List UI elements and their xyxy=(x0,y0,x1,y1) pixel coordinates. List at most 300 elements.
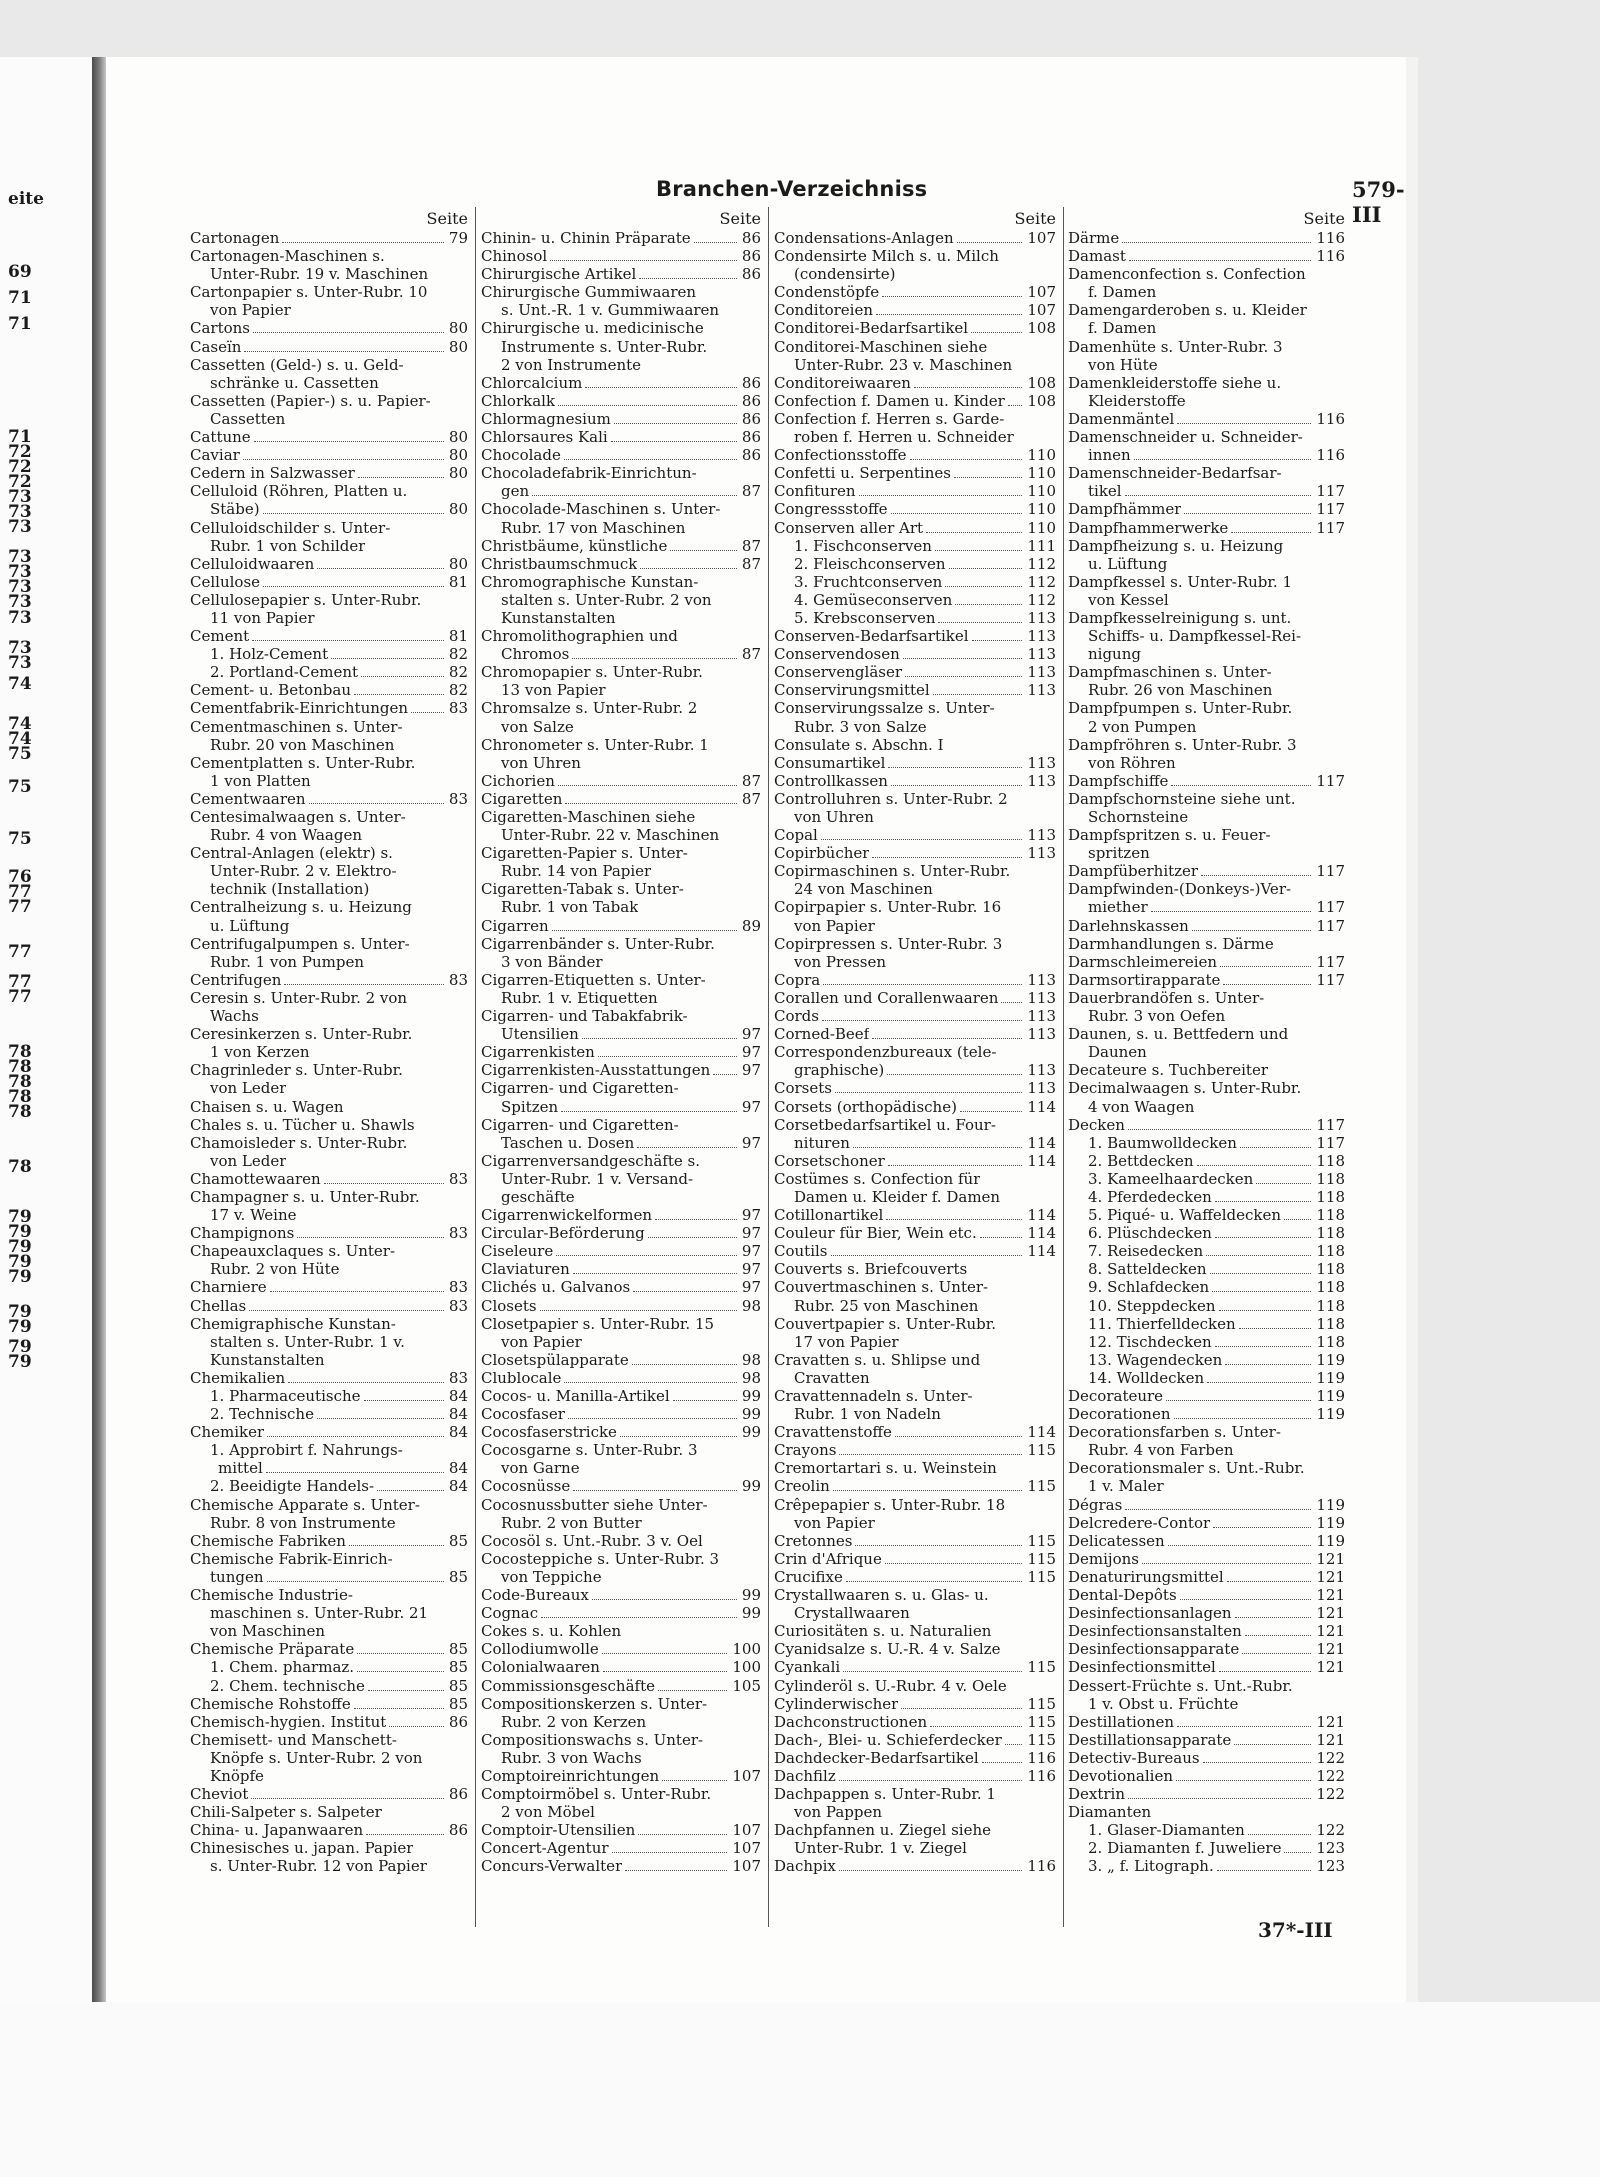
entry-page-number: 117 xyxy=(1316,518,1345,537)
entry-page-number: 85 xyxy=(448,1694,468,1713)
index-entry xyxy=(190,808,468,826)
index-entry xyxy=(1068,1586,1345,1604)
entry-page-number: 117 xyxy=(1316,500,1345,519)
index-entry xyxy=(190,446,468,464)
entry-text: Detectiv-Bureaus xyxy=(1068,1748,1200,1767)
entry-text: Decken xyxy=(1068,1115,1125,1134)
dot-leader xyxy=(249,1310,444,1311)
entry-text: Rubr. 3 von Wachs xyxy=(501,1748,642,1767)
entry-text: von Teppiche xyxy=(501,1567,602,1586)
index-entry xyxy=(190,772,468,790)
index-entry xyxy=(481,1423,761,1441)
entry-text: von Leder xyxy=(210,1079,287,1098)
entry-text: Devotionalien xyxy=(1068,1766,1173,1785)
entry-text: Chellas xyxy=(190,1296,247,1315)
index-entry xyxy=(481,1568,761,1586)
entry-text: 11. Thierfelldecken xyxy=(1088,1314,1236,1333)
dot-leader xyxy=(552,930,737,931)
entry-text: Instrumente s. Unter-Rubr. xyxy=(501,337,708,356)
entry-page-number: 118 xyxy=(1316,1151,1345,1170)
entry-text: Condensations-Anlagen xyxy=(774,229,954,247)
index-entry xyxy=(190,790,468,808)
index-entry xyxy=(774,808,1056,826)
entry-text: Corsetbedarfsartikel u. Four- xyxy=(774,1115,996,1134)
entry-text: Chlorkalk xyxy=(481,391,556,410)
entry-page-number: 81 xyxy=(448,572,468,591)
index-entry xyxy=(481,935,761,953)
entry-text: Dégras xyxy=(1068,1495,1123,1514)
entry-text: Chemische Apparate s. Unter- xyxy=(190,1495,420,1514)
entry-page-number: 107 xyxy=(1027,283,1056,302)
index-entry xyxy=(1068,917,1345,935)
entry-text: Rubr. 17 von Maschinen xyxy=(501,518,686,537)
index-entry xyxy=(190,1224,468,1242)
entry-text: Ciseleure xyxy=(481,1242,554,1261)
entry-page-number: 113 xyxy=(1027,1007,1056,1026)
previous-page-number: 78 xyxy=(8,1102,32,1122)
index-entry xyxy=(190,301,468,319)
entry-page-number: 118 xyxy=(1316,1224,1345,1243)
entry-text: Celluloidwaaren xyxy=(190,554,315,573)
dot-leader xyxy=(1177,423,1311,424)
entry-text: Dampfhämmer xyxy=(1068,500,1182,519)
dot-leader xyxy=(673,1400,737,1401)
index-entry xyxy=(190,1061,468,1079)
index-entry xyxy=(774,1821,1056,1839)
entry-text: Unter-Rubr. 2 v. Elektro- xyxy=(210,862,397,881)
dot-leader xyxy=(625,1870,727,1871)
entry-page-number: 121 xyxy=(1316,1586,1345,1605)
index-entry xyxy=(774,1224,1056,1242)
previous-page-number: 78 xyxy=(8,1042,32,1062)
index-entry xyxy=(190,319,468,337)
entry-text: Unter-Rubr. 1 v. Versand- xyxy=(501,1169,694,1188)
previous-page-number: 75 xyxy=(8,777,32,797)
index-entry xyxy=(1068,862,1345,880)
index-entry xyxy=(481,1224,761,1242)
index-entry xyxy=(1068,699,1345,717)
index-entry xyxy=(190,537,468,555)
entry-page-number: 112 xyxy=(1027,590,1056,609)
entry-text: Cigarrenkisten xyxy=(481,1043,595,1062)
index-entry xyxy=(1068,1116,1345,1134)
index-entry xyxy=(774,1677,1056,1695)
previous-page-number: 77 xyxy=(8,942,32,962)
index-entry xyxy=(774,1658,1056,1676)
entry-page-number: 86 xyxy=(741,391,761,410)
entry-page-number: 115 xyxy=(1027,1441,1056,1460)
entry-text: 2 von Pumpen xyxy=(1088,717,1197,736)
index-entry xyxy=(481,1677,761,1695)
entry-text: Chronometer s. Unter-Rubr. 1 xyxy=(481,735,709,754)
entry-page-number: 118 xyxy=(1316,1169,1345,1188)
index-entry xyxy=(774,1061,1056,1079)
index-entry xyxy=(1068,1441,1345,1459)
index-entry xyxy=(481,265,761,283)
entry-text: Conditorei-Maschinen siehe xyxy=(774,337,988,356)
index-entry xyxy=(190,1731,468,1749)
entry-page-number: 115 xyxy=(1027,1567,1056,1586)
index-entry xyxy=(1068,808,1345,826)
index-entry xyxy=(481,681,761,699)
index-entry xyxy=(1068,663,1345,681)
dot-leader xyxy=(1215,1346,1312,1347)
entry-text: Dampfschiffe xyxy=(1068,771,1169,790)
entry-page-number: 115 xyxy=(1027,1531,1056,1550)
entry-page-number: 116 xyxy=(1027,1857,1056,1876)
index-entry xyxy=(774,989,1056,1007)
index-entry xyxy=(1068,1459,1345,1477)
entry-text: Clichés u. Galvanos xyxy=(481,1278,631,1297)
entry-text: Chemische Industrie- xyxy=(190,1586,353,1605)
entry-page-number: 117 xyxy=(1316,1115,1345,1134)
entry-page-number: 86 xyxy=(448,1785,468,1804)
index-entry xyxy=(481,319,761,337)
dot-leader xyxy=(1284,1219,1311,1220)
dot-leader xyxy=(297,1237,444,1238)
entry-text: Conditoreien xyxy=(774,301,874,320)
dot-leader xyxy=(354,1708,444,1709)
index-entry xyxy=(190,573,468,591)
entry-text: Darmsortirapparate xyxy=(1068,970,1221,989)
dot-leader xyxy=(254,441,444,442)
dot-leader xyxy=(1184,513,1311,514)
index-entry xyxy=(190,880,468,898)
entry-text: Decorationsfarben s. Unter- xyxy=(1068,1423,1281,1442)
dot-leader xyxy=(324,1183,444,1184)
index-entry xyxy=(774,862,1056,880)
entry-page-number: 116 xyxy=(1027,1766,1056,1785)
dot-leader xyxy=(1225,1364,1311,1365)
entry-page-number: 97 xyxy=(741,1097,761,1116)
index-entry xyxy=(190,1677,468,1695)
index-entry xyxy=(190,1260,468,1278)
entry-text: Cassetten (Geld-) s. u. Geld- xyxy=(190,355,404,374)
entry-text: 2. Portland-Cement xyxy=(210,663,359,682)
index-entry xyxy=(190,1242,468,1260)
index-entry xyxy=(774,446,1056,464)
dot-leader xyxy=(926,532,1022,533)
entry-page-number: 121 xyxy=(1316,1640,1345,1659)
entry-text: Darmschleimereien xyxy=(1068,952,1218,971)
dot-leader xyxy=(1239,1328,1312,1329)
entry-page-number: 116 xyxy=(1316,229,1345,247)
entry-text: Confection f. Herren s. Garde- xyxy=(774,409,1005,428)
index-entry xyxy=(190,1278,468,1296)
entry-text: von Uhren xyxy=(794,808,874,826)
index-entry xyxy=(774,1839,1056,1857)
entry-text: Cigarrenkisten-Ausstattungen xyxy=(481,1061,711,1080)
index-entry xyxy=(774,1857,1056,1875)
entry-text: Cichorien xyxy=(481,771,555,790)
page-margin xyxy=(0,2002,1600,2177)
entry-text: Conserven aller Art xyxy=(774,518,924,537)
entry-text: 1 von Platten xyxy=(210,771,311,790)
index-entry xyxy=(774,1007,1056,1025)
entry-text: 1 v. Obst u. Früchte xyxy=(1088,1694,1239,1713)
page-title: Branchen-Verzeichniss xyxy=(656,177,928,201)
entry-page-number: 80 xyxy=(448,428,468,447)
previous-page-number: 77 xyxy=(8,882,32,902)
index-entry xyxy=(190,1116,468,1134)
entry-text: Dampfschornsteine siehe unt. xyxy=(1068,789,1296,808)
entry-text: Consulate s. Abschn. I xyxy=(774,735,944,754)
entry-text: von Pappen xyxy=(794,1803,883,1822)
entry-text: Concert-Agentur xyxy=(481,1839,609,1858)
entry-page-number: 118 xyxy=(1316,1296,1345,1315)
entries xyxy=(774,229,1056,1876)
index-entry xyxy=(1068,1278,1345,1296)
index-entry xyxy=(190,392,468,410)
index-entry xyxy=(481,1803,761,1821)
entry-page-number: 86 xyxy=(741,373,761,392)
entry-text: Damenschneider-Bedarfsar- xyxy=(1068,464,1282,483)
dot-leader xyxy=(821,839,1023,840)
index-entry xyxy=(774,1188,1056,1206)
dot-leader xyxy=(357,1671,444,1672)
entry-page-number: 85 xyxy=(448,1658,468,1677)
entry-page-number: 80 xyxy=(448,500,468,519)
index-entry xyxy=(1068,591,1345,609)
entry-page-number: 97 xyxy=(741,1133,761,1152)
index-entry xyxy=(481,1749,761,1767)
index-entry xyxy=(1068,1767,1345,1785)
entry-page-number: 83 xyxy=(448,1296,468,1315)
dot-leader xyxy=(1125,495,1312,496)
index-entry xyxy=(190,1405,468,1423)
index-entry xyxy=(481,338,761,356)
entry-page-number: 122 xyxy=(1316,1748,1345,1767)
dot-leader xyxy=(620,1436,737,1437)
entry-text: Därme xyxy=(1068,229,1120,247)
dot-leader xyxy=(585,387,737,388)
entry-text: Denaturirungsmittel xyxy=(1068,1567,1224,1586)
entry-text: Unter-Rubr. 22 v. Maschinen xyxy=(501,826,720,845)
entry-page-number: 84 xyxy=(448,1423,468,1442)
previous-page-number: 77 xyxy=(8,987,32,1007)
entry-page-number: 115 xyxy=(1027,1730,1056,1749)
index-entry xyxy=(481,1278,761,1296)
entry-page-number: 117 xyxy=(1316,898,1345,917)
previous-page-number: 72 xyxy=(8,442,32,462)
entry-text: 1. Glaser-Diamanten xyxy=(1088,1821,1245,1840)
entry-text: technik (Installation) xyxy=(210,880,370,899)
entry-text: Confection f. Damen u. Kinder xyxy=(774,391,1005,410)
index-entry xyxy=(1068,1640,1345,1658)
index-entry xyxy=(1068,898,1345,916)
index-entry xyxy=(481,446,761,464)
entry-text: Dampfüberhitzer xyxy=(1068,862,1199,881)
entry-text: Kleiderstoffe xyxy=(1088,391,1186,410)
entry-text: Correspondenzbureaux (tele- xyxy=(774,1043,997,1062)
index-entry xyxy=(774,681,1056,699)
entry-text: Rubr. 2 von Hüte xyxy=(210,1260,340,1279)
entry-page-number: 80 xyxy=(448,446,468,465)
entry-text: Chemische Fabrik-Einrich- xyxy=(190,1549,393,1568)
entry-text: Conditoreiwaaren xyxy=(774,373,911,392)
index-entry xyxy=(481,1043,761,1061)
index-entry xyxy=(1068,1170,1345,1188)
entry-page-number: 121 xyxy=(1316,1730,1345,1749)
index-entry xyxy=(481,555,761,573)
index-entry xyxy=(774,1405,1056,1423)
index-entry xyxy=(190,1351,468,1369)
index-entry xyxy=(481,880,761,898)
index-entry xyxy=(190,1550,468,1568)
entry-text: Damenschneider u. Schneider- xyxy=(1068,428,1303,447)
index-entry xyxy=(481,1206,761,1224)
dot-leader xyxy=(598,1056,737,1057)
dot-leader xyxy=(1219,1671,1312,1672)
entry-text: (condensirte) xyxy=(794,265,896,284)
index-entry xyxy=(481,1857,761,1875)
index-entry xyxy=(190,1713,468,1731)
index-entry xyxy=(190,645,468,663)
dot-leader xyxy=(872,1038,1022,1039)
index-entry xyxy=(774,1079,1056,1097)
index-entry xyxy=(774,555,1056,573)
entry-page-number: 80 xyxy=(448,337,468,356)
entry-text: Cremortartari s. u. Weinstein xyxy=(774,1459,997,1478)
entry-text: Cattune xyxy=(190,428,251,447)
index-entry xyxy=(1068,301,1345,319)
entry-page-number: 87 xyxy=(741,536,761,555)
dot-leader xyxy=(876,314,1022,315)
index-entry xyxy=(1068,736,1345,754)
entry-page-number: 113 xyxy=(1027,645,1056,664)
dot-leader xyxy=(887,1074,1022,1075)
dot-leader xyxy=(317,568,444,569)
index-entry xyxy=(1068,1098,1345,1116)
dot-leader xyxy=(839,1454,1022,1455)
entry-text: Damen u. Kleider f. Damen xyxy=(794,1187,1001,1206)
entry-text: 17 v. Weine xyxy=(210,1206,297,1225)
dot-leader xyxy=(886,1219,1022,1220)
dot-leader xyxy=(1213,1527,1311,1528)
index-entry xyxy=(190,609,468,627)
index-entry xyxy=(774,1514,1056,1532)
entry-text: Chirurgische u. medicinische xyxy=(481,319,704,338)
index-entry xyxy=(481,663,761,681)
dot-leader xyxy=(949,568,1023,569)
index-entry xyxy=(1068,410,1345,428)
entry-text: Chaisen s. u. Wagen xyxy=(190,1097,344,1116)
entry-text: Closetspülapparate xyxy=(481,1350,629,1369)
dot-leader xyxy=(935,550,1022,551)
entry-text: Chinesisches u. japan. Papier xyxy=(190,1839,414,1858)
dot-leader xyxy=(282,242,444,243)
index-entry xyxy=(774,1152,1056,1170)
entry-text: Corned-Beef xyxy=(774,1025,870,1044)
index-entry xyxy=(190,1803,468,1821)
entry-page-number: 118 xyxy=(1316,1206,1345,1225)
index-entry xyxy=(1068,645,1345,663)
index-column-3 xyxy=(774,209,1056,2002)
index-entry xyxy=(190,1496,468,1514)
entry-text: mittel xyxy=(218,1459,263,1478)
entry-text: Rubr. 4 von Farben xyxy=(1088,1441,1234,1460)
entry-page-number: 112 xyxy=(1027,554,1056,573)
entry-text: Chirurgische Gummiwaaren xyxy=(481,283,697,302)
entry-text: 3 von Bänder xyxy=(501,952,603,971)
index-entry xyxy=(774,1767,1056,1785)
entry-text: Rubr. 26 von Maschinen xyxy=(1088,681,1273,700)
previous-page-number: 73 xyxy=(8,638,32,658)
entry-page-number: 107 xyxy=(732,1857,761,1876)
index-entry xyxy=(774,1713,1056,1731)
entry-text: Conservengläser xyxy=(774,663,903,682)
index-entry xyxy=(1068,1315,1345,1333)
entry-page-number: 118 xyxy=(1316,1260,1345,1279)
index-entry xyxy=(481,1134,761,1152)
entry-page-number: 86 xyxy=(741,409,761,428)
dot-leader xyxy=(558,785,737,786)
dot-leader xyxy=(251,1798,444,1799)
previous-page-number: 77 xyxy=(8,897,32,917)
entry-text: Chemigraphische Kunstan- xyxy=(190,1314,396,1333)
entry-page-number: 97 xyxy=(741,1061,761,1080)
entry-text: Closets xyxy=(481,1296,537,1315)
entry-text: Rubr. 1 von Pumpen xyxy=(210,952,364,971)
index-entry xyxy=(481,356,761,374)
index-entry xyxy=(481,1785,761,1803)
entry-text: Chales s. u. Tücher u. Shawls xyxy=(190,1115,415,1134)
index-entry xyxy=(774,1604,1056,1622)
entry-page-number: 83 xyxy=(448,1368,468,1387)
entry-text: 9. Schlafdecken xyxy=(1088,1278,1210,1297)
entry-page-number: 114 xyxy=(1027,1133,1056,1152)
previous-page-number: 69 xyxy=(8,262,32,282)
previous-page-number: 73 xyxy=(8,487,32,507)
entry-text: Cigaretten-Tabak s. Unter- xyxy=(481,880,684,899)
index-entry xyxy=(1068,229,1345,247)
entry-page-number: 113 xyxy=(1027,771,1056,790)
dot-leader xyxy=(1242,1653,1311,1654)
index-entry xyxy=(774,1206,1056,1224)
previous-page-number: 79 xyxy=(8,1207,32,1227)
index-entry xyxy=(481,1713,761,1731)
index-entry xyxy=(190,1079,468,1097)
entry-text: Couleur für Bier, Wein etc. xyxy=(774,1224,977,1243)
entry-text: Centralheizung s. u. Heizung xyxy=(190,898,412,917)
index-entry xyxy=(1068,1713,1345,1731)
index-entry xyxy=(481,1405,761,1423)
dot-leader xyxy=(349,1545,444,1546)
dot-leader xyxy=(565,803,736,804)
entry-page-number: 110 xyxy=(1027,446,1056,465)
entry-page-number: 119 xyxy=(1316,1531,1345,1550)
entry-text: Cementmaschinen s. Unter- xyxy=(190,717,403,736)
entry-text: Chlormagnesium xyxy=(481,409,611,428)
entry-page-number: 87 xyxy=(741,771,761,790)
entry-text: Chromopapier s. Unter-Rubr. xyxy=(481,663,703,682)
index-entry xyxy=(774,410,1056,428)
entry-text: Compositionswachs s. Unter- xyxy=(481,1730,704,1749)
entry-page-number: 113 xyxy=(1027,970,1056,989)
index-entry xyxy=(1068,1007,1345,1025)
entry-page-number: 97 xyxy=(741,1278,761,1297)
index-entry xyxy=(481,1821,761,1839)
entry-text: Cassetten xyxy=(210,409,286,428)
entry-page-number: 113 xyxy=(1027,1079,1056,1098)
index-entry xyxy=(774,1568,1056,1586)
entry-text: Confituren xyxy=(774,482,856,501)
entry-text: Cocos- u. Manilla-Artikel xyxy=(481,1387,670,1405)
index-entry xyxy=(1068,826,1345,844)
dot-leader xyxy=(267,1581,444,1582)
entry-text: Wachs xyxy=(210,1007,259,1026)
index-entry xyxy=(774,1459,1056,1477)
